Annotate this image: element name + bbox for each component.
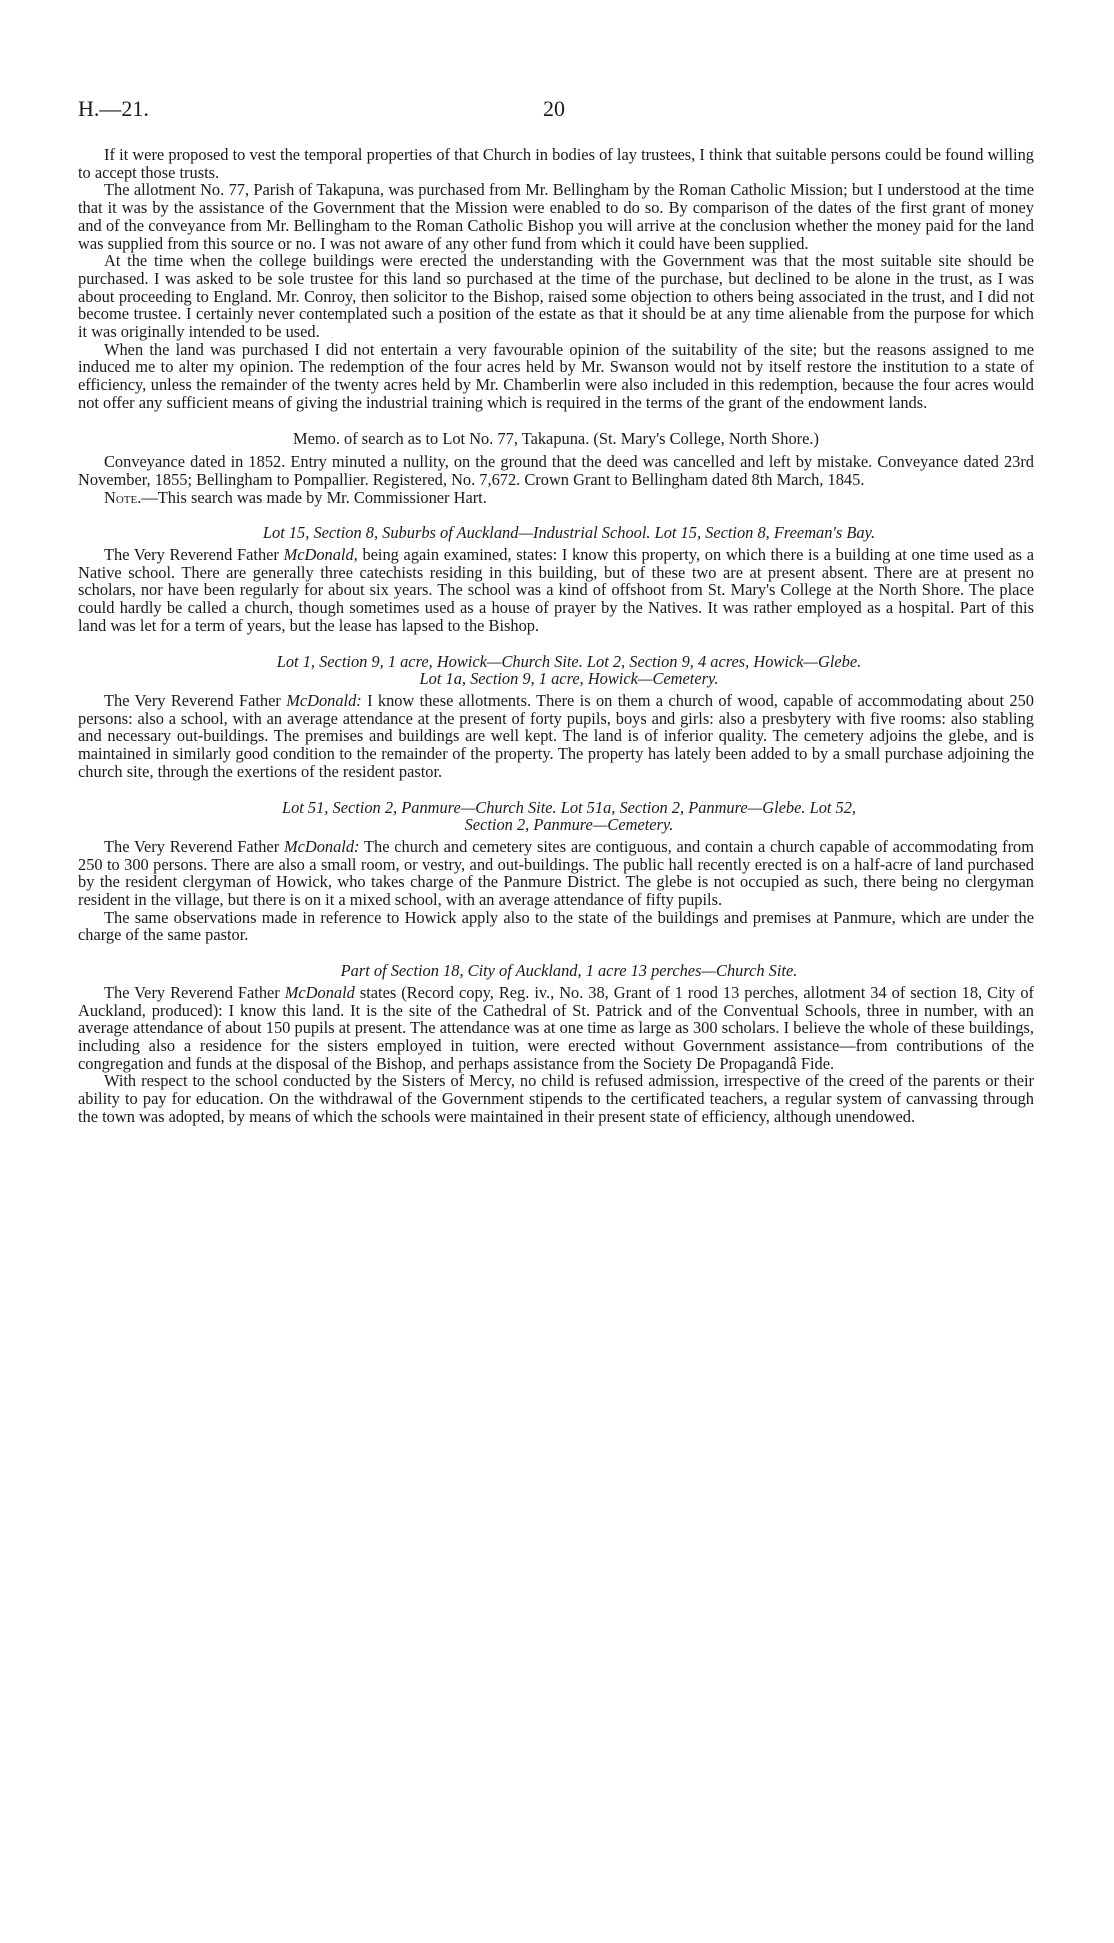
section-heading: Lot 1, Section 9, 1 acre, Howick—Church Site. Lot 2, Section 9, 4 acres, Howick—Glebe. — [276, 651, 862, 671]
text-span: The Very Reverend Father — [104, 690, 287, 710]
text-span: , being again examined, states: I know this property, on which there is a building at one time used as a Native school. There are generally three catechists residing in this building, but of these two are at present absent. There are at present no scholars, nor have been regularly for about six years. The school was a kind of offshoot from St. Mary's College at the North Shore. The place could hardly be called a church, though sometimes used as a house of prayer by the Natives. It was rather employed as a hospital. Part of this land was let for a term of years, but the lease has lapsed to the Bishop. — [78, 545, 1034, 635]
section-heading: Lot 15, Section 8, Suburbs of Auckland—Industrial School. Lot 15, Section 8, Freeman's Bay. — [262, 523, 876, 543]
text-span: I know these allotments. There is on them a church of wood, capable of accommodating about 250 persons: also a school, with an average attendance at the present of forty pupils, boys and girls: also a presbytery with five rooms: also stabling and necessary out-buildings. The premises and buildings are well kept. The land is of inferior quality. The cemetery adjoins the glebe, and is maintained in similarly good condition to the remainder of the property. The property has lately been added to by a small purchase adjoining the church site, through the exertions of the resident pastor. — [78, 690, 1034, 781]
paragraph — [78, 984, 1034, 1073]
document-body — [78, 146, 1034, 1125]
note-paragraph — [78, 489, 1034, 507]
paragraph: When the land was purchased I did not entertain a very favourable opinion of the suitability of the site; but the reasons assigned to me induced me to alter my opinion. The redemption of the four acres held by Mr. Swanson would not by itself restore the institution to a state of efficiency, unless the remainder of the twenty acres held by Mr. Chamberlin were also included in this redemption, because the four acres would not offer any sufficient means of giving the industrial training which is required in the terms of the grant of the endowment lands. — [78, 339, 1034, 412]
section-heading: Part of Section 18, City of Auckland, 1 acre 13 perches—Church Site. — [340, 961, 798, 981]
note-text: —This search was made by Mr. Commissioner Hart. — [141, 487, 487, 507]
memo-heading: Memo. of search as to Lot No. 77, Takapuna. (St. Mary's College, North Shore.) — [293, 428, 819, 448]
paragraph — [78, 692, 1034, 781]
page-header — [78, 96, 1034, 126]
section-heading: Section 2, Panmure—Cemetery. — [464, 815, 674, 835]
person-name: McDonald: — [286, 690, 362, 710]
person-name: McDonald: — [283, 836, 360, 856]
paragraph — [78, 546, 1034, 635]
paragraph: With respect to the school conducted by the Sisters of Mercy, no child is refused admission, irrespective of the creed of the parents or their ability to pay for education. On the withdrawal of the Government stipends to the certificated teachers, a regular system of canvassing through the town was adopted, by means of which the schools were maintained in their present state of efficiency, although unendowed. — [78, 1071, 1034, 1126]
text-span: The Very Reverend Father — [104, 982, 285, 1002]
paragraph: If it were proposed to vest the temporal properties of that Church in bodies of lay trustees, I think that suitable persons could be found willing to accept those trusts. — [78, 145, 1034, 182]
note-label: Note. — [104, 487, 142, 507]
text-span: The church and cemetery sites are contiguous, and contain a church capable of accommodating from 250 to 300 persons. There are also a small room, or vestry, and out-buildings. The public hall recently erected is on a half-acre of land purchased by the resident clergyman of Howick, who takes charge of the Panmure District. The glebe is not occupied as such, there being no clergyman resident in the village, but there is on it a mixed school, with an average attendance of fifty pupils. — [78, 836, 1034, 910]
text-span: The Very Reverend Father — [104, 545, 284, 565]
text-span: The Very Reverend Father — [104, 836, 284, 856]
person-name: McDonald — [283, 545, 354, 565]
paragraph: Conveyance dated in 1852. Entry minuted a nullity, on the ground that the deed was cancelled and left by mistake. Conveyance dated 23rd November, 1855; Bellingham to Pompallier. Registered, No. 7,672. Crown Grant to Bellingham dated 8th March, 1845. — [78, 452, 1034, 489]
paragraph — [78, 838, 1034, 909]
section-heading: Lot 1a, Section 9, 1 acre, Howick—Cemetery. — [419, 669, 719, 689]
page-number: 20 — [543, 96, 565, 121]
section-heading: Lot 51, Section 2, Panmure—Church Site. Lot 51a, Section 2, Panmure—Glebe. Lot 52, — [281, 797, 857, 817]
paragraph: The same observations made in reference to Howick apply also to the state of the buildings and premises at Panmure, which are under the charge of the same pastor. — [78, 907, 1034, 945]
text-span: states (Record copy, Reg. iv., No. 38, Grant of 1 rood 13 perches, allotment 34 of section 18, City of Auckland, produced): I know this land. It is the site of the Cathedral of St. Patrick and of the Conventual Schools, three in number, with an average attendance of about 150 pupils at present. The attendance was at one time as large as 300 scholars. I believe the whole of these buildings, including also a residence for the sisters employed in tuition, were erected without Government assistance—from contributions of the congregation and funds at the disposal of the Bishop, and perhaps assistance from the Society De Propagandâ Fide. — [78, 982, 1035, 1073]
paragraph: At the time when the college buildings were erected the understanding with the Government was that the most suitable site should be purchased. I was asked to be sole trustee for this land so purchased at the time of the purchase, but declined to be alone in the trust, as I was about proceeding to England. Mr. Conroy, then solicitor to the Bishop, raised some objection to others being associated in the trust, and I did not become trustee. I certainly never contemplated such a position of the estate as that it should be at any time alienable from the purpose for which it was originally intended to be used. — [78, 251, 1034, 342]
paragraph: The allotment No. 77, Parish of Takapuna, was purchased from Mr. Bellingham by the Roman Catholic Mission; but I understood at the time that it was by the assistance of the Government that the Mission were enabled to do so. By comparison of the dates of the first grant of money and of the conveyance from Mr. Bellingham to the Roman Catholic Bishop you will arrive at the conclusion whether the money paid for the land was supplied from this source or no. I was not aware of any other fund from which it could have been supplied. — [78, 180, 1034, 253]
person-name: McDonald — [284, 982, 355, 1002]
document-code: H.—21. — [78, 96, 149, 121]
